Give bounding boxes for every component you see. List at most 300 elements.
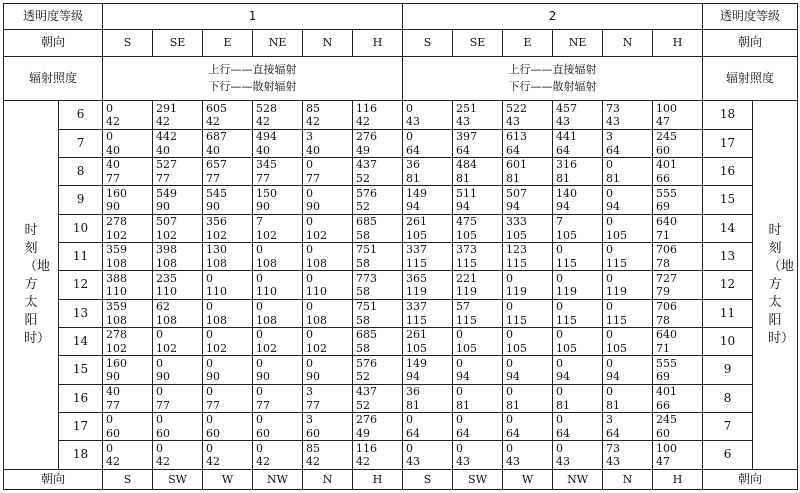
direct-value: 527 [153,157,203,171]
diffuse-value: 49 [353,427,403,441]
diffuse-value: 71 [653,228,703,242]
direct-value: 0 [303,327,353,341]
hour-right: 13 [703,242,753,270]
bottom-orientation-cell: NW [253,469,303,489]
diffuse-value: 94 [603,200,653,214]
diffuse-value: 81 [503,398,553,412]
direct-value: 235 [153,271,203,285]
diffuse-value: 64 [503,143,553,157]
diffuse-value: 119 [453,285,503,299]
diffuse-value: 40 [303,143,353,157]
diffuse-value: 42 [353,455,403,469]
direct-value: 0 [303,299,353,313]
diffuse-value: 105 [453,228,503,242]
table-row-diffuse [4,342,798,356]
table-row-direct [4,271,798,285]
diffuse-value: 102 [103,228,153,242]
direct-value: 0 [403,101,453,115]
bottom-orientation-row [4,469,798,489]
diffuse-value: 90 [203,370,253,384]
irradiance-header-row [4,56,798,101]
diffuse-value: 115 [553,313,603,327]
diffuse-value: 102 [103,342,153,356]
hour-left: 11 [59,242,103,270]
direct-value: 0 [553,299,603,313]
bottom-orientation-cell: S [403,469,453,489]
diffuse-value: 58 [353,285,403,299]
direct-value: 0 [453,327,503,341]
diffuse-value: 49 [353,143,403,157]
diffuse-value: 90 [303,370,353,384]
table-row-direct [4,384,798,398]
table-row-direct [4,356,798,370]
orientation-label-left: 朝向 [4,30,103,56]
direct-value: 494 [253,129,303,143]
direct-value: 0 [203,356,253,370]
table-row-diffuse [4,370,798,384]
diffuse-value: 77 [203,172,253,186]
orientation-header-row [4,30,798,56]
table-row-direct [4,214,798,228]
diffuse-value: 115 [603,257,653,271]
diffuse-value: 108 [153,257,203,271]
direct-value: 507 [503,186,553,200]
direct-value: 0 [503,356,553,370]
direct-value: 150 [253,186,303,200]
direct-value: 337 [403,299,453,313]
diffuse-value: 90 [103,200,153,214]
diffuse-value: 105 [503,342,553,356]
diffuse-value: 43 [603,115,653,129]
direct-value: 0 [103,412,153,426]
diffuse-value: 52 [353,200,403,214]
direct-value: 0 [503,384,553,398]
direct-value: 245 [653,129,703,143]
diffuse-value: 64 [453,143,503,157]
diffuse-value: 77 [103,172,153,186]
direct-value: 0 [253,356,303,370]
diffuse-value: 40 [203,143,253,157]
direct-value: 337 [403,242,453,256]
direct-value: 140 [553,186,603,200]
legend-direct-text: 上行——直接辐射 [508,63,597,77]
diffuse-value: 90 [203,200,253,214]
irradiance-label-right: 辐射照度 [703,56,798,101]
direct-value: 0 [603,157,653,171]
diffuse-value: 77 [303,172,353,186]
diffuse-value: 110 [153,285,203,299]
diffuse-value: 60 [153,427,203,441]
direct-value: 397 [453,129,503,143]
grade-header-row [4,4,798,30]
direct-value: 0 [203,441,253,455]
diffuse-value: 90 [253,200,303,214]
diffuse-value: 58 [353,313,403,327]
diffuse-value: 64 [553,143,603,157]
direct-value: 727 [653,271,703,285]
hour-left: 6 [59,101,103,129]
direct-value: 0 [103,129,153,143]
direct-value: 475 [453,214,503,228]
direct-value: 605 [203,101,253,115]
direct-value: 0 [153,412,203,426]
diffuse-value: 78 [653,257,703,271]
diffuse-value: 60 [253,427,303,441]
legend-diffuse-text: 下行——散射辐射 [508,80,597,94]
table-row-diffuse [4,143,798,157]
diffuse-value: 115 [503,313,553,327]
hour-left: 7 [59,129,103,157]
diffuse-value: 43 [603,455,653,469]
diffuse-value: 42 [303,115,353,129]
diffuse-value: 90 [103,370,153,384]
irradiance-label-left: 辐射照度 [4,56,103,101]
direct-value: 0 [253,242,303,256]
direct-value: 359 [103,299,153,313]
direct-value: 0 [303,356,353,370]
direct-value: 401 [653,157,703,171]
diffuse-value: 81 [553,398,603,412]
direct-value: 687 [203,129,253,143]
orientation-label-bottom-left: 朝向 [4,469,103,489]
direct-value: 0 [403,412,453,426]
diffuse-value: 40 [253,143,303,157]
hour-right: 8 [703,384,753,412]
direct-value: 0 [303,214,353,228]
orientation-header-cell: S [403,30,453,56]
direct-value: 57 [453,299,503,313]
diffuse-value: 69 [653,370,703,384]
hour-right: 18 [703,101,753,129]
hour-left: 8 [59,157,103,185]
diffuse-value: 43 [553,455,603,469]
time-label-left [4,101,59,469]
bottom-orientation-cell: SW [453,469,503,489]
orientation-header-cell: NE [553,30,603,56]
direct-value: 0 [403,441,453,455]
diffuse-value: 94 [453,370,503,384]
diffuse-value: 81 [603,172,653,186]
direct-value: 278 [103,214,153,228]
direct-value: 0 [503,271,553,285]
diffuse-value: 115 [453,257,503,271]
diffuse-value: 79 [653,285,703,299]
time-label-text-right: 时刻（地方太阳时） [768,222,795,346]
direct-value: 685 [353,214,403,228]
direct-value: 345 [253,157,303,171]
direct-value: 0 [553,356,603,370]
diffuse-value: 52 [353,172,403,186]
diffuse-value: 64 [603,143,653,157]
direct-value: 549 [153,186,203,200]
diffuse-value: 58 [353,342,403,356]
diffuse-value: 77 [103,398,153,412]
diffuse-value: 90 [253,370,303,384]
direct-value: 0 [603,186,653,200]
direct-value: 0 [553,271,603,285]
diffuse-value: 64 [403,427,453,441]
diffuse-value: 110 [253,285,303,299]
direct-value: 36 [403,384,453,398]
table-row-diffuse [4,200,798,214]
table-row-direct [4,157,798,171]
diffuse-value: 119 [603,285,653,299]
diffuse-value: 94 [403,200,453,214]
direct-value: 0 [253,327,303,341]
direct-value: 0 [303,186,353,200]
bottom-orientation-cell: W [203,469,253,489]
diffuse-value: 115 [403,313,453,327]
diffuse-value: 108 [153,313,203,327]
direct-value: 130 [203,242,253,256]
diffuse-value: 94 [553,370,603,384]
direct-value: 85 [303,441,353,455]
diffuse-value: 108 [253,257,303,271]
hour-right: 6 [703,441,753,469]
orientation-header-cell: E [503,30,553,56]
direct-value: 0 [253,441,303,455]
diffuse-value: 60 [653,143,703,157]
diffuse-value: 42 [203,455,253,469]
diffuse-value: 64 [453,427,503,441]
diffuse-value: 81 [453,398,503,412]
diffuse-value: 102 [153,342,203,356]
time-label-right [753,101,798,469]
diffuse-value: 105 [603,228,653,242]
direct-value: 251 [453,101,503,115]
diffuse-value: 94 [503,370,553,384]
direct-value: 0 [603,299,653,313]
orientation-header-cell: H [653,30,703,56]
table-row-diffuse [4,172,798,186]
hour-right: 15 [703,186,753,214]
direct-value: 0 [603,384,653,398]
direct-value: 576 [353,356,403,370]
direct-value: 0 [103,101,153,115]
bottom-orientation-cell: N [603,469,653,489]
table-row-diffuse [4,313,798,327]
hour-right: 17 [703,129,753,157]
orientation-header-cell: SE [453,30,503,56]
hour-left: 14 [59,327,103,355]
direct-value: 576 [353,186,403,200]
diffuse-value: 42 [103,115,153,129]
direct-value: 640 [653,327,703,341]
direct-value: 0 [203,412,253,426]
direct-value: 221 [453,271,503,285]
direct-value: 0 [453,356,503,370]
direct-value: 278 [103,327,153,341]
diffuse-value: 94 [403,370,453,384]
diffuse-value: 66 [653,172,703,186]
legend-direct-text: 上行——直接辐射 [208,63,297,77]
diffuse-value: 102 [253,342,303,356]
direct-value: 333 [503,214,553,228]
diffuse-value: 81 [453,172,503,186]
diffuse-value: 60 [303,427,353,441]
diffuse-value: 78 [653,313,703,327]
table-row-diffuse [4,115,798,129]
hour-left: 13 [59,299,103,327]
direct-value: 522 [503,101,553,115]
direct-value: 0 [553,412,603,426]
direct-value: 0 [153,441,203,455]
diffuse-value: 105 [603,342,653,356]
diffuse-value: 105 [553,342,603,356]
direct-value: 36 [403,157,453,171]
hour-left: 10 [59,214,103,242]
direct-value: 73 [603,441,653,455]
direct-value: 373 [453,242,503,256]
transparency-label-right: 透明度等级 [703,4,798,30]
direct-value: 261 [403,327,453,341]
direct-value: 149 [403,356,453,370]
diffuse-value: 77 [253,172,303,186]
direct-value: 0 [603,356,653,370]
bottom-orientation-cell: SW [153,469,203,489]
direct-value: 0 [303,271,353,285]
direct-value: 437 [353,157,403,171]
diffuse-value: 102 [303,342,353,356]
hour-right: 10 [703,327,753,355]
direct-value: 437 [353,384,403,398]
direct-value: 0 [553,441,603,455]
diffuse-value: 40 [153,143,203,157]
diffuse-value: 90 [153,200,203,214]
diffuse-value: 43 [403,455,453,469]
direct-value: 613 [503,129,553,143]
direct-value: 442 [153,129,203,143]
direct-value: 401 [653,384,703,398]
orientation-header-cell: H [353,30,403,56]
direct-value: 555 [653,186,703,200]
diffuse-value: 47 [653,115,703,129]
direct-value: 0 [603,271,653,285]
direct-value: 40 [103,157,153,171]
direct-value: 123 [503,242,553,256]
diffuse-value: 105 [503,228,553,242]
direct-value: 484 [453,157,503,171]
direct-value: 0 [403,129,453,143]
direct-value: 0 [453,412,503,426]
diffuse-value: 66 [653,398,703,412]
diffuse-value: 90 [303,200,353,214]
diffuse-value: 42 [253,455,303,469]
diffuse-value: 81 [503,172,553,186]
diffuse-value: 119 [553,285,603,299]
direct-value: 62 [153,299,203,313]
direct-value: 365 [403,271,453,285]
diffuse-value: 105 [403,228,453,242]
direct-value: 7 [553,214,603,228]
diffuse-value: 60 [653,427,703,441]
direct-value: 640 [653,214,703,228]
diffuse-value: 42 [103,455,153,469]
diffuse-value: 42 [203,115,253,129]
row-legend-grade-2 [403,56,703,101]
transparency-label-left: 透明度等级 [4,4,103,30]
table-row-direct [4,412,798,426]
table-body [4,4,798,490]
diffuse-value: 43 [403,115,453,129]
direct-value: 0 [203,299,253,313]
diffuse-value: 64 [553,427,603,441]
bottom-orientation-cell: H [353,469,403,489]
direct-value: 160 [103,186,153,200]
diffuse-value: 69 [653,200,703,214]
hour-right: 9 [703,356,753,384]
diffuse-value: 102 [203,228,253,242]
hour-left: 15 [59,356,103,384]
bottom-orientation-cell: H [653,469,703,489]
direct-value: 657 [203,157,253,171]
direct-value: 3 [303,384,353,398]
table-row-direct [4,441,798,455]
orientation-header-cell: NE [253,30,303,56]
diffuse-value: 81 [403,172,453,186]
diffuse-value: 108 [303,313,353,327]
bottom-orientation-cell: N [303,469,353,489]
diffuse-value: 64 [603,427,653,441]
diffuse-value: 115 [553,257,603,271]
time-label-text-left: 时刻（地方太阳时） [24,222,51,346]
diffuse-value: 81 [603,398,653,412]
table-row-diffuse [4,285,798,299]
direct-value: 116 [353,101,403,115]
diffuse-value: 105 [553,228,603,242]
diffuse-value: 115 [603,313,653,327]
table-row-direct [4,101,798,115]
direct-value: 751 [353,299,403,313]
diffuse-value: 77 [253,398,303,412]
direct-value: 116 [353,441,403,455]
direct-value: 511 [453,186,503,200]
diffuse-value: 81 [553,172,603,186]
orientation-header-cell: SE [153,30,203,56]
table-row-diffuse [4,228,798,242]
direct-value: 276 [353,129,403,143]
diffuse-value: 42 [303,455,353,469]
direct-value: 706 [653,299,703,313]
diffuse-value: 42 [153,455,203,469]
direct-value: 0 [603,327,653,341]
direct-value: 0 [503,412,553,426]
hour-right: 12 [703,271,753,299]
direct-value: 359 [103,242,153,256]
orientation-header-cell: E [203,30,253,56]
hour-right: 11 [703,299,753,327]
direct-value: 545 [203,186,253,200]
diffuse-value: 110 [103,285,153,299]
direct-value: 0 [203,271,253,285]
direct-value: 73 [603,101,653,115]
hour-right: 16 [703,157,753,185]
hour-left: 17 [59,412,103,440]
direct-value: 100 [653,441,703,455]
direct-value: 0 [253,412,303,426]
direct-value: 40 [103,384,153,398]
direct-value: 0 [603,214,653,228]
diffuse-value: 105 [453,342,503,356]
table-row-diffuse [4,455,798,469]
direct-value: 100 [653,101,703,115]
diffuse-value: 43 [453,115,503,129]
grade-2-header: 2 [403,4,703,30]
diffuse-value: 102 [203,342,253,356]
hour-left: 12 [59,271,103,299]
diffuse-value: 115 [453,313,503,327]
orientation-label-bottom-right: 朝向 [703,469,798,489]
